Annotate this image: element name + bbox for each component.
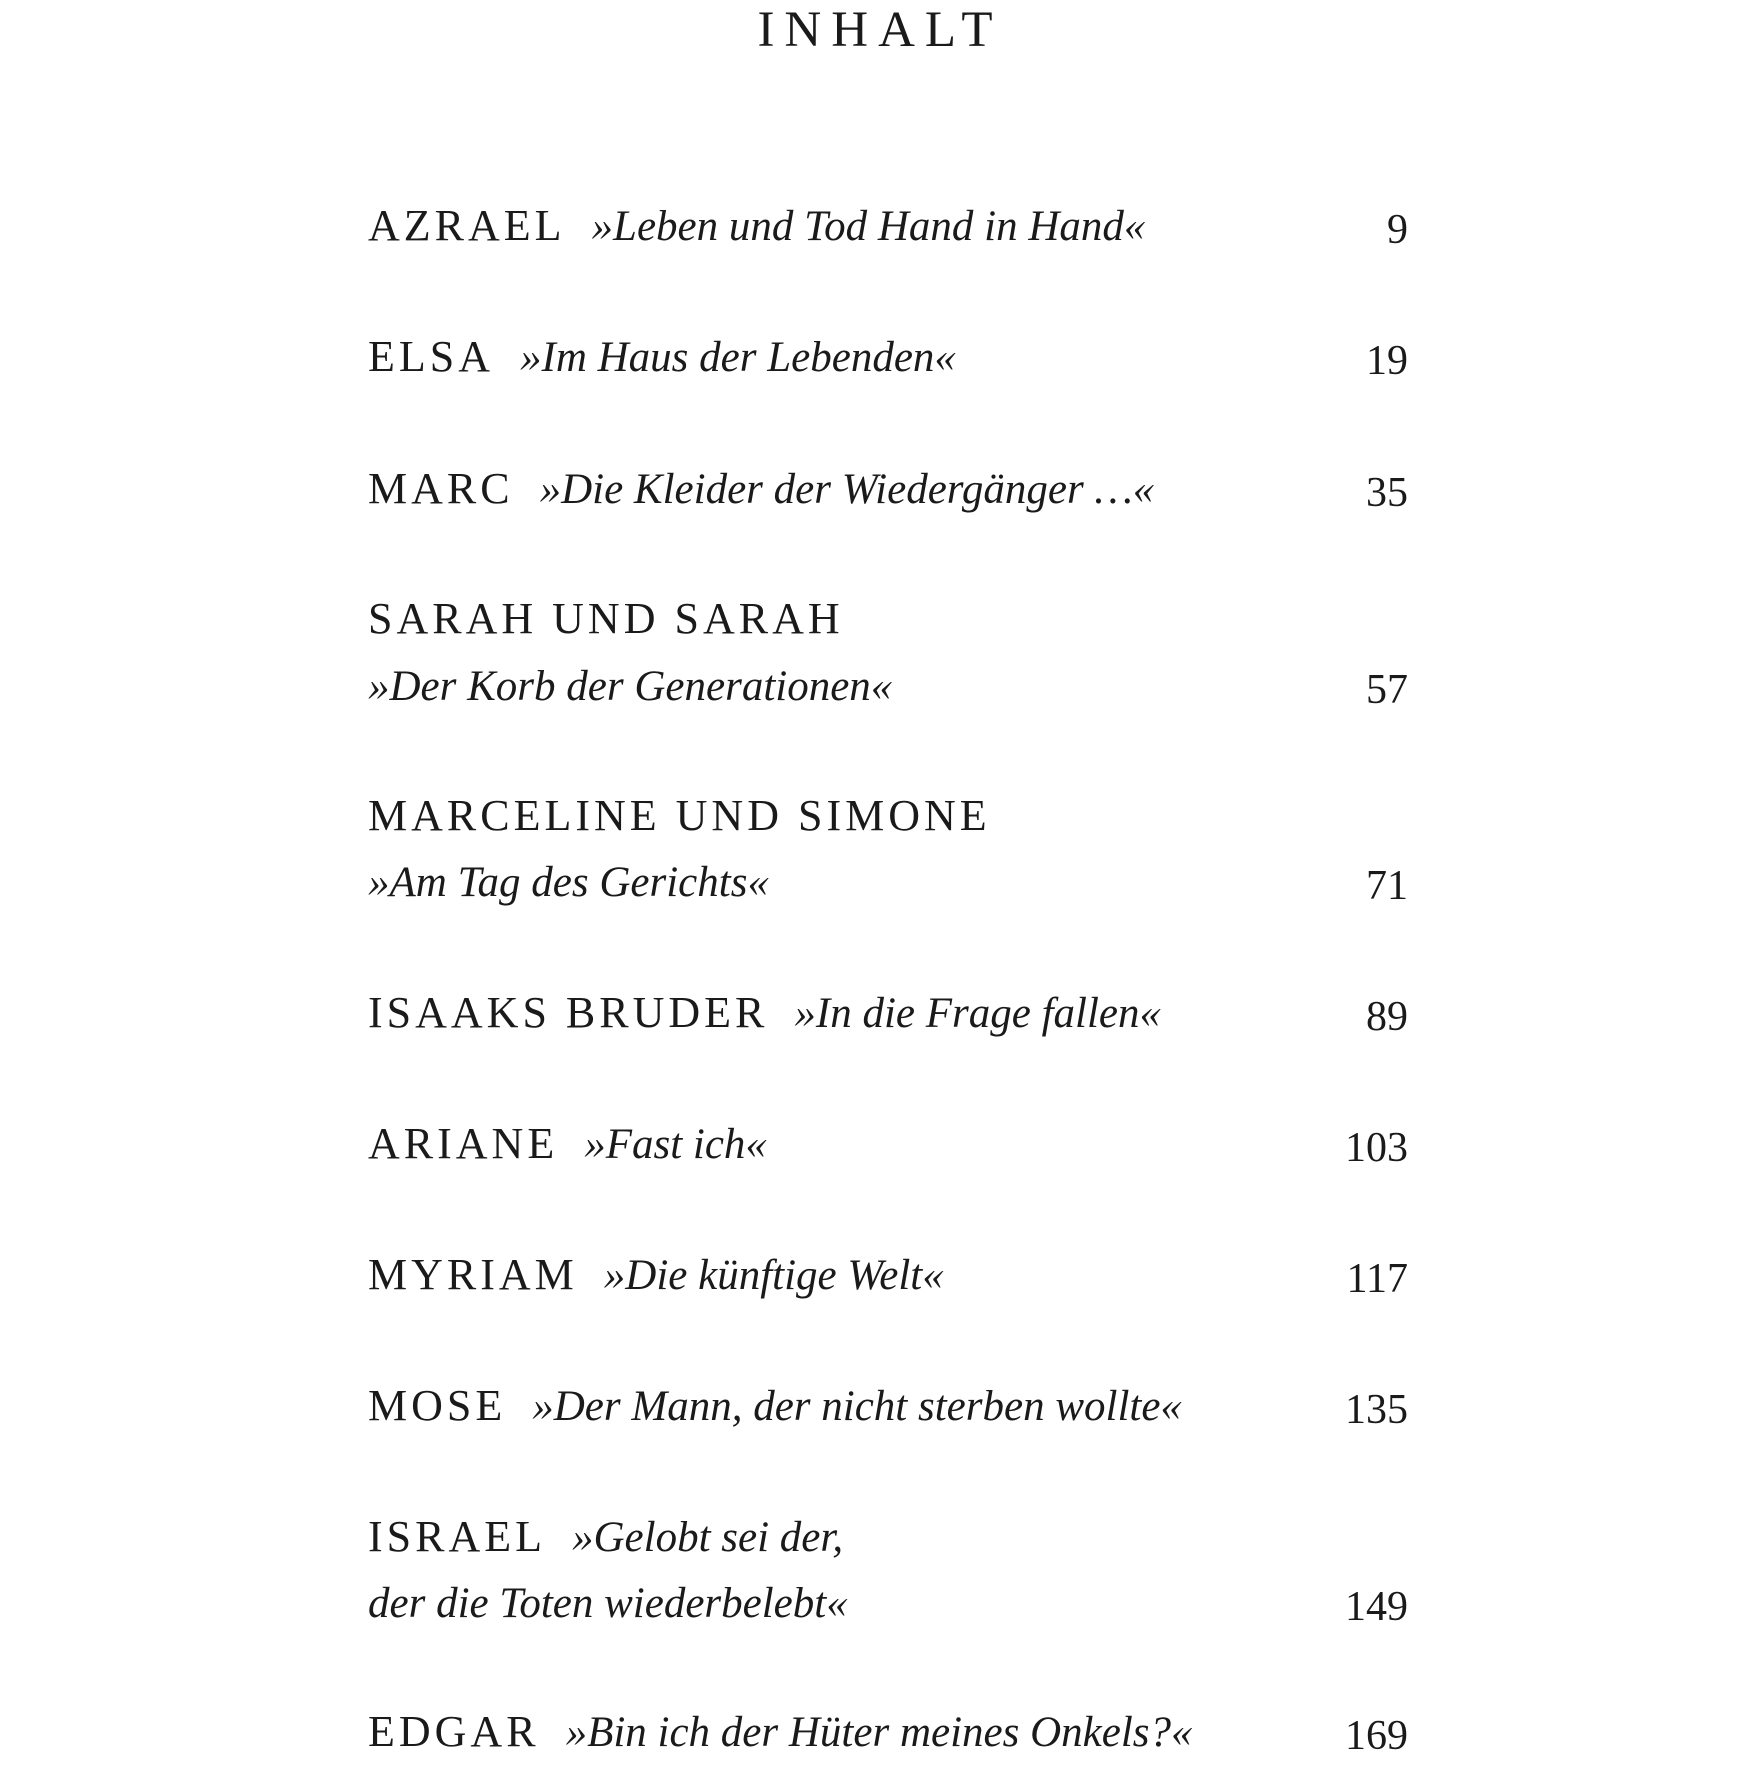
toc-entry-subtitle: »Der Korb der Generationen« bbox=[368, 663, 893, 710]
toc-entry-mose[interactable] bbox=[368, 1376, 1408, 1436]
toc-entry-marceline-und-simone-subtitle-line[interactable] bbox=[368, 852, 1408, 912]
toc-entry-isaaks-bruder[interactable] bbox=[368, 983, 1408, 1043]
toc-entry-subtitle: »In die Frage fallen« bbox=[794, 990, 1162, 1037]
toc-entry-subtitle: »Leben und Tod Hand in Hand« bbox=[591, 203, 1146, 250]
toc-entry-page: 149 bbox=[1345, 1584, 1408, 1630]
toc-entry-subtitle: »Im Haus der Lebenden« bbox=[520, 334, 956, 381]
toc-entry-page: 35 bbox=[1366, 470, 1408, 516]
toc-entry-marceline-und-simone-heading[interactable] bbox=[368, 786, 1408, 846]
toc-entry-azrael[interactable] bbox=[368, 196, 1408, 256]
toc-entry-name: AZRAEL bbox=[368, 201, 566, 250]
toc-entry-sarah-und-sarah-heading[interactable] bbox=[368, 589, 1408, 649]
toc-entry-subtitle: der die Toten wiederbelebt« bbox=[368, 1580, 848, 1627]
toc-entry-elsa[interactable] bbox=[368, 327, 1408, 387]
toc-entry-myriam[interactable] bbox=[368, 1245, 1408, 1305]
toc-entry-israel-subtitle-line[interactable] bbox=[368, 1573, 1408, 1633]
toc-entry-name: MOSE bbox=[368, 1381, 507, 1430]
toc-entry-edgar[interactable] bbox=[368, 1702, 1408, 1762]
toc-entry-name: ARIANE bbox=[368, 1119, 559, 1168]
toc-entry-name: ISRAEL bbox=[368, 1512, 546, 1561]
toc-entry-subtitle: »Der Mann, der nicht sterben wollte« bbox=[532, 1383, 1182, 1430]
toc-entry-name: EDGAR bbox=[368, 1707, 540, 1756]
toc-entry-israel-heading[interactable] bbox=[368, 1507, 1408, 1567]
toc-entry-page: 169 bbox=[1345, 1713, 1408, 1759]
toc-entry-name: ELSA bbox=[368, 332, 494, 381]
toc-entry-subtitle: »Die Kleider der Wiedergänger …« bbox=[539, 466, 1155, 513]
toc-entry-name: ISAAKS BRUDER bbox=[368, 988, 769, 1037]
page-title: INHALT bbox=[757, 2, 1003, 58]
toc-entry-name: MYRIAM bbox=[368, 1250, 578, 1299]
toc-entry-page: 57 bbox=[1366, 667, 1408, 713]
toc-entry-page: 135 bbox=[1345, 1387, 1408, 1433]
toc-entry-name: MARC bbox=[368, 464, 514, 513]
toc-entry-subtitle: »Gelobt sei der, bbox=[572, 1514, 844, 1561]
toc-entry-subtitle: »Die künftige Welt« bbox=[603, 1252, 944, 1299]
toc-entry-marc[interactable] bbox=[368, 459, 1408, 519]
toc-entry-name: SARAH UND SARAH bbox=[368, 594, 844, 643]
toc-entry-ariane[interactable] bbox=[368, 1114, 1408, 1174]
toc-entry-page: 9 bbox=[1387, 207, 1408, 253]
toc-entry-page: 103 bbox=[1345, 1125, 1408, 1171]
toc-entry-subtitle: »Fast ich« bbox=[584, 1121, 767, 1168]
toc-entry-page: 19 bbox=[1366, 338, 1408, 384]
toc-entry-page: 117 bbox=[1346, 1256, 1408, 1302]
toc-entry-sarah-und-sarah-subtitle-line[interactable] bbox=[368, 656, 1408, 716]
toc-entry-subtitle: »Am Tag des Gerichts« bbox=[368, 859, 769, 906]
toc-entry-name: MARCELINE UND SIMONE bbox=[368, 791, 991, 840]
toc-entry-page: 71 bbox=[1366, 863, 1408, 909]
toc-entry-subtitle: »Bin ich der Hüter meines Onkels?« bbox=[565, 1709, 1193, 1756]
toc-entry-page: 89 bbox=[1366, 994, 1408, 1040]
